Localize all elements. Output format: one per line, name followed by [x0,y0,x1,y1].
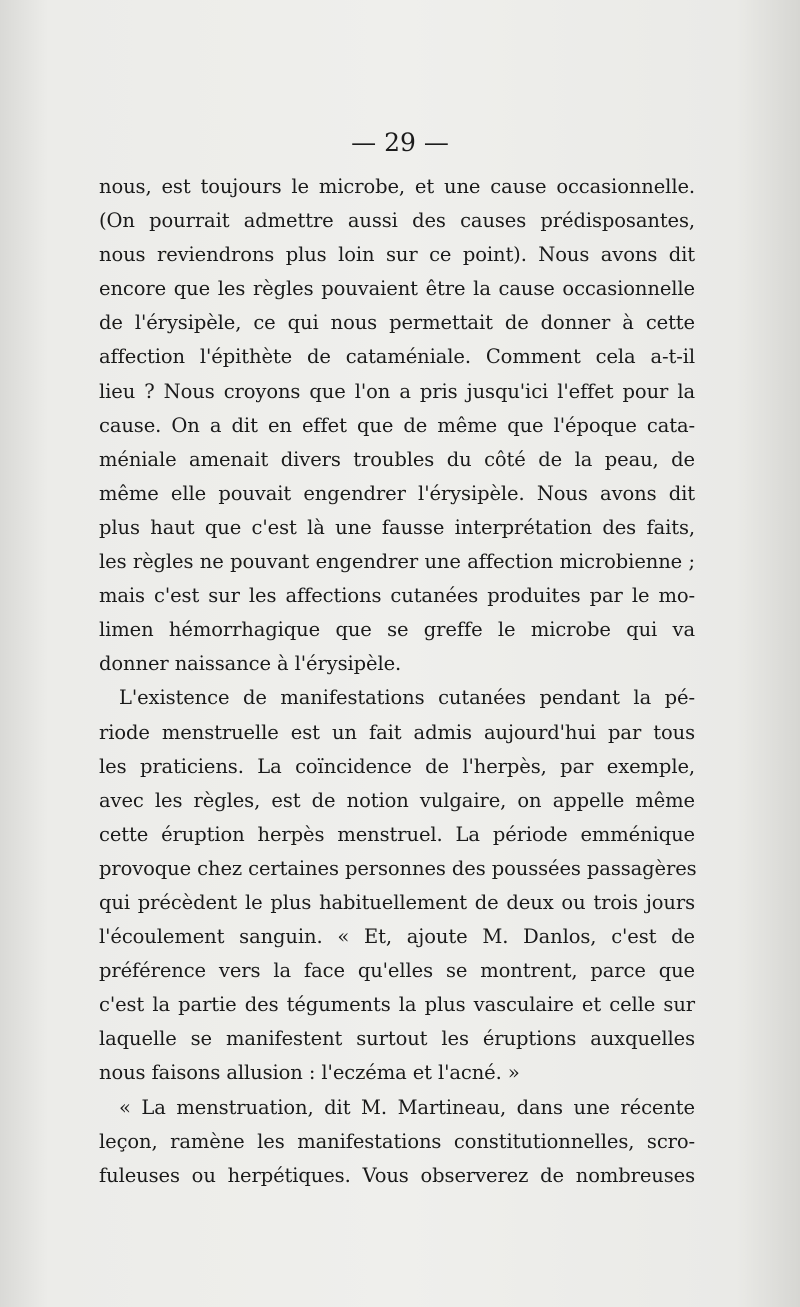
text-line: nous, est toujours le microbe, et une cause occasionnelle. [99,175,695,198]
text-line: affection l'épithète de cataméniale. Comment cela a-t-il [99,345,695,369]
text-line: de l'érysipèle, ce qui nous permettait de donner à cette [99,311,695,335]
text-line: préférence vers la face qu'elles se montrent, parce que [99,959,695,983]
text-line: méniale amenait divers troubles du côté de la peau, de [99,447,695,471]
text-line: les praticiens. La coïncidence de l'herpès, par exemple, [99,754,695,778]
text-line: encore que les règles pouvaient être la cause occasionnelle [99,277,695,301]
text-line: leçon, ramène les manifestations constitutionnelles, scro- [99,1129,695,1153]
text-line: « La menstruation, dit M. Martineau, dans une récente [119,1095,695,1119]
body-text [99,170,695,1193]
page-number: — 29 — [351,128,449,157]
text-line: avec les règles, est de notion vulgaire, on appelle même [99,788,695,812]
text-line: nous faisons allusion : l'eczéma et l'acné. » [99,1061,520,1085]
text-line: même elle pouvait engendrer l'érysipèle. Nous avons dit [99,481,695,505]
text-line: les règles ne pouvant engendrer une affection microbienne ; [99,550,695,574]
text-line: c'est la partie des téguments la plus vasculaire et celle sur [99,993,695,1017]
text-line: mais c'est sur les affections cutanées produites par le mo- [99,584,695,608]
text-line: L'existence de manifestations cutanées pendant la pé- [119,686,695,710]
text-line: cause. On a dit en effet que de même que l'époque cata- [99,413,695,437]
text-line: lieu ? Nous croyons que l'on a pris jusqu'ici l'effet pour la [99,379,695,403]
text-line: cette éruption herpès menstruel. La période emménique [99,822,695,846]
text-line: limen hémorrhagique que se greffe le microbe qui va [99,618,695,642]
text-line: l'écoulement sanguin. « Et, ajoute M. Danlos, c'est de [99,925,695,949]
text-line: riode menstruelle est un fait admis aujourd'hui par tous [99,720,695,744]
text-line: nous reviendrons plus loin sur ce point). Nous avons dit [99,243,695,267]
text-line: provoque chez certaines personnes des poussées passagères [99,856,697,880]
text-line: plus haut que c'est là une fausse interprétation des faits, [99,515,695,539]
text-line: laquelle se manifestent surtout les éruptions auxquelles [99,1027,695,1051]
text-line: qui précèdent le plus habituellement de deux ou trois jours [99,890,695,914]
text-line: donner naissance à l'érysipèle. [99,652,402,676]
text-line: fuleuses ou herpétiques. Vous observerez de nombreuses [99,1163,695,1187]
text-line: (On pourrait admettre aussi des causes prédisposantes, [99,209,695,233]
